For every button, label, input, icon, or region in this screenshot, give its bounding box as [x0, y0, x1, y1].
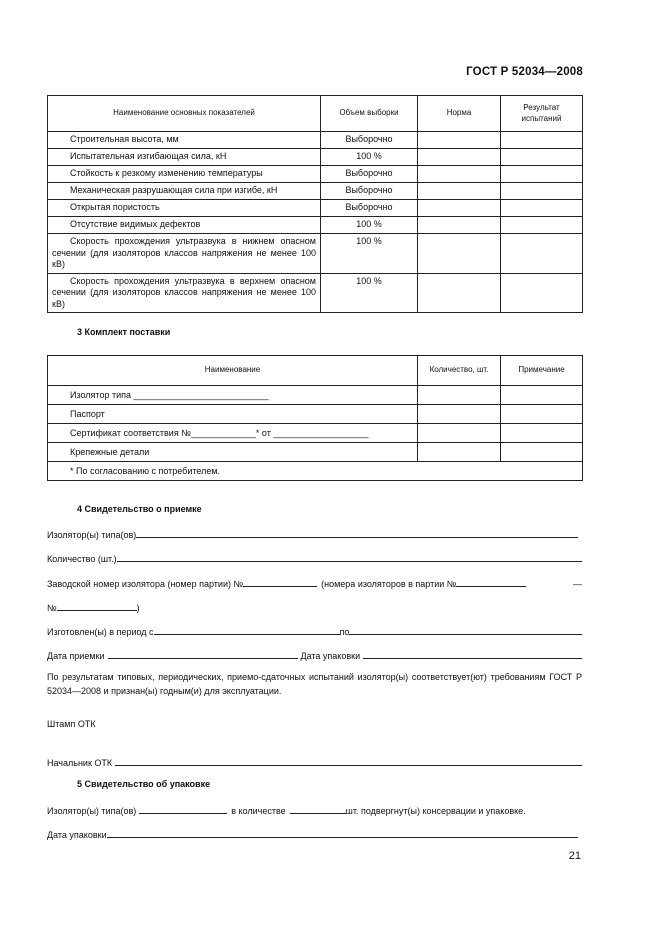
- serial-number-line: [47, 577, 582, 589]
- result-cell: [501, 200, 583, 217]
- column-header: Наименование: [48, 356, 418, 386]
- sample-size: Выборочно: [321, 132, 418, 149]
- table-row: [48, 386, 583, 405]
- made-to-field[interactable]: [349, 625, 582, 635]
- packing-date-line: [47, 828, 582, 840]
- sample-size: Выборочно: [321, 200, 418, 217]
- note-cell: [501, 386, 583, 405]
- pack-date-label: Дата упаковки: [300, 651, 361, 661]
- packing-tail-label: шт. подвергнут(ы) консервации и упаковке.: [345, 806, 526, 816]
- sample-size: 100 %: [321, 234, 418, 274]
- table-row: [48, 273, 583, 313]
- item-name: Крепежные детали: [48, 443, 418, 462]
- table-row: [48, 149, 583, 166]
- result-cell: [501, 234, 583, 274]
- accept-date-field[interactable]: [108, 649, 298, 659]
- sample-size: Выборочно: [321, 166, 418, 183]
- norm-cell: [418, 149, 501, 166]
- item-name: Изолятор типа ___________________________: [48, 386, 418, 405]
- column-header: Примечание: [501, 356, 583, 386]
- quantity-cell: [418, 386, 501, 405]
- packing-date-label: Дата упаковки: [47, 830, 107, 840]
- section-4-title: 4 Свидетельство о приемке: [77, 504, 202, 514]
- serial-number-continuation: [47, 601, 582, 613]
- table-row: [48, 183, 583, 200]
- indicator-name: Отсутствие видимых дефектов: [48, 217, 321, 234]
- result-cell: [501, 273, 583, 313]
- quantity-cell: [418, 443, 501, 462]
- chief-label: Начальник ОТК: [47, 758, 113, 768]
- indicator-name: Скорость прохождения ультразвука в верхнем опасном сечении (для изоляторов классов напряжения не менее 100 кВ): [48, 273, 321, 313]
- norm-cell: [418, 217, 501, 234]
- insulator-type-line: [47, 528, 582, 540]
- norm-cell: [418, 183, 501, 200]
- serial-number-label: Заводской номер изолятора (номер партии) №: [47, 579, 244, 589]
- result-cell: [501, 166, 583, 183]
- page-number: 21: [568, 850, 581, 862]
- item-name: Сертификат соответствия №_____________* от ___________________: [48, 424, 418, 443]
- standard-designation: ГОСТ Р 52034—2008: [466, 66, 583, 78]
- made-to-label: по: [339, 627, 350, 637]
- packing-type-field[interactable]: [139, 804, 227, 814]
- column-header: Норма: [418, 96, 501, 132]
- norm-cell: [418, 200, 501, 217]
- conclusion-text: По результатам типовых, периодических, приемо-сдаточных испытаний изолятор(ы) соответствует(ют) требованиям ГОСТ Р 52034—2008 и признан(ы) годным(и) для эксплуатации.: [47, 672, 582, 696]
- result-cell: [501, 217, 583, 234]
- quantity-line: [47, 552, 582, 564]
- insulator-type-field[interactable]: [136, 528, 578, 538]
- indicator-name: Механическая разрушающая сила при изгибе, кН: [48, 183, 321, 200]
- table-row: [48, 405, 583, 424]
- result-cell: [501, 149, 583, 166]
- note-cell: [501, 405, 583, 424]
- stamp-label: Штамп ОТК: [47, 719, 96, 729]
- quantity-field[interactable]: [117, 552, 582, 562]
- batch-from-field[interactable]: [456, 577, 526, 587]
- indicator-name: Строительная высота, мм: [48, 132, 321, 149]
- item-name: Паспорт: [48, 405, 418, 424]
- manufacture-period-line: [47, 625, 582, 637]
- sample-size: 100 %: [321, 273, 418, 313]
- serial-number-field[interactable]: [243, 577, 317, 587]
- norm-cell: [418, 234, 501, 274]
- closing-paren: ): [136, 603, 140, 613]
- made-from-field[interactable]: [154, 625, 340, 635]
- table-row: [48, 132, 583, 149]
- table-row: [48, 200, 583, 217]
- delivery-set-table: [47, 355, 583, 481]
- norm-cell: [418, 132, 501, 149]
- note-cell: [501, 424, 583, 443]
- quantity-label: Количество (шт.): [47, 554, 117, 564]
- packing-count-label: в количестве: [231, 806, 286, 816]
- indicator-name: Открытая пористость: [48, 200, 321, 217]
- packing-date-field[interactable]: [107, 828, 578, 838]
- table-row: [48, 217, 583, 234]
- column-header: Количество, шт.: [418, 356, 501, 386]
- accept-date-label: Дата приемки: [47, 651, 105, 661]
- column-header: Объем выборки: [321, 96, 418, 132]
- chief-signature-field[interactable]: [115, 756, 582, 766]
- sample-size: Выборочно: [321, 183, 418, 200]
- norm-cell: [418, 166, 501, 183]
- table-row: [48, 234, 583, 274]
- result-cell: [501, 183, 583, 200]
- indicator-name: Испытательная изгибающая сила, кН: [48, 149, 321, 166]
- column-header: Результат испытаний: [501, 96, 583, 132]
- column-header: Наименование основных показателей: [48, 96, 321, 132]
- number-sign: №: [47, 603, 57, 613]
- section-3-title: 3 Комплект поставки: [77, 327, 171, 337]
- dates-line: [47, 649, 582, 661]
- footnote: * По согласованию с потребителем.: [48, 462, 583, 481]
- test-results-table: [47, 95, 583, 313]
- note-cell: [501, 443, 583, 462]
- stamp-line: [47, 719, 582, 729]
- chief-line: [47, 756, 582, 768]
- result-cell: [501, 132, 583, 149]
- quantity-cell: [418, 424, 501, 443]
- pack-date-field[interactable]: [363, 649, 582, 659]
- sample-size: 100 %: [321, 217, 418, 234]
- batch-to-field[interactable]: [57, 601, 137, 611]
- indicator-name: Скорость прохождения ультразвука в нижнем опасном сечении (для изоляторов классов напряжения не менее 100 кВ): [48, 234, 321, 274]
- insulator-type-label: Изолятор(ы) типа(ов): [47, 530, 137, 540]
- sample-size: 100 %: [321, 149, 418, 166]
- made-from-label: Изготовлен(ы) в период с: [47, 627, 154, 637]
- table-row: [48, 424, 583, 443]
- packing-type-label: Изолятор(ы) типа(ов): [47, 806, 137, 816]
- quantity-cell: [418, 405, 501, 424]
- indicator-name: Стойкость к резкому изменению температуры: [48, 166, 321, 183]
- section-5-title: 5 Свидетельство об упаковке: [77, 779, 211, 789]
- packing-count-field[interactable]: [290, 804, 346, 814]
- norm-cell: [418, 273, 501, 313]
- table-row: [48, 443, 583, 462]
- dash-separator: —: [573, 579, 582, 589]
- batch-numbers-label: (номера изоляторов в партии №: [321, 579, 457, 589]
- packing-line: [47, 804, 582, 816]
- table-row: [48, 166, 583, 183]
